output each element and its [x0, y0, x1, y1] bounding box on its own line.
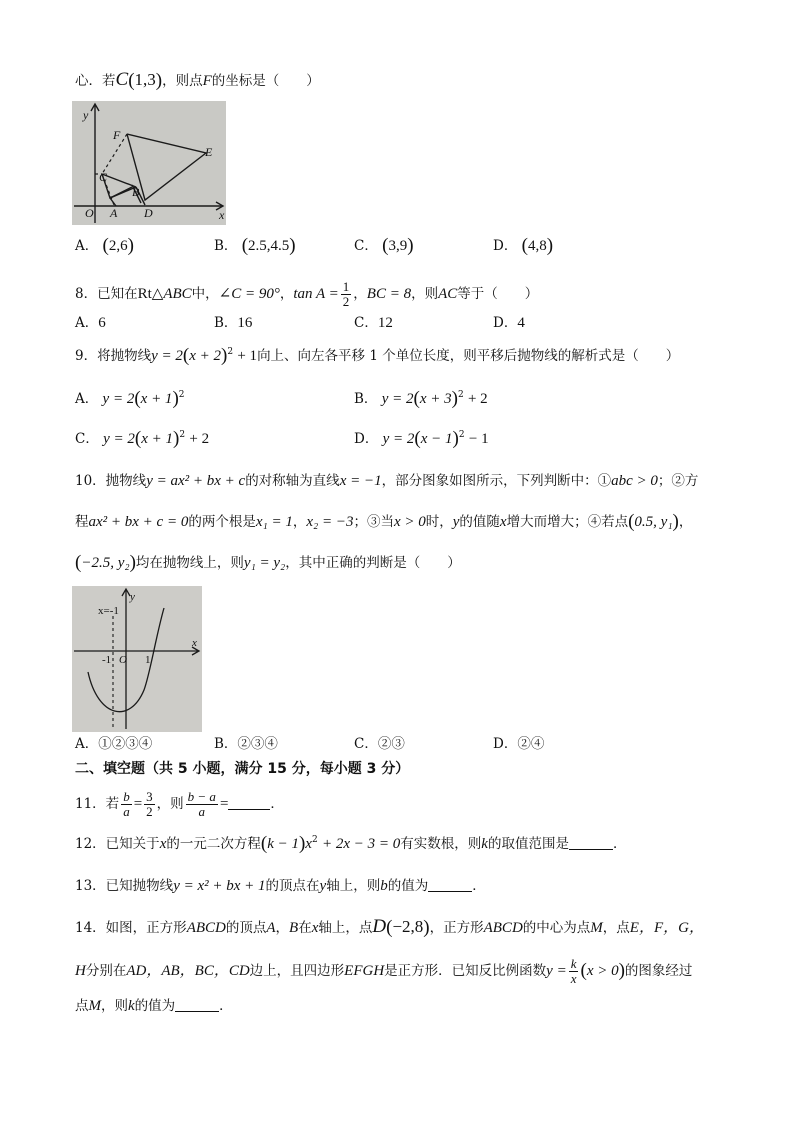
q7-option-a[interactable]: A． (2,6) [75, 235, 134, 256]
section-2-title: 二、填空题（共 5 小题，满分 15 分，每小题 3 分） [75, 761, 410, 777]
q14-line3: 点M，则k的值为 ． [75, 998, 233, 1014]
q11-answer-blank[interactable] [228, 795, 270, 810]
fig10-label-1: 1 [145, 654, 151, 666]
q14-answer-blank[interactable] [175, 997, 219, 1012]
fig10-label-neg1: -1 [102, 654, 112, 666]
fig7-label-A: A [110, 206, 118, 220]
fig7-label-D: D [144, 206, 153, 220]
q10-option-d[interactable]: D．②④ [493, 736, 545, 752]
fig7-label-E: E [205, 145, 213, 159]
fig10-label-y: y [130, 591, 135, 603]
q13-answer-blank[interactable] [428, 877, 472, 892]
fig10-label-O: O [119, 654, 127, 666]
q9-option-c[interactable]: C． $y = 2(x + 1)^2 + 2$ [75, 428, 210, 449]
q9-option-a[interactable]: A． $y = 2(x + 1)^2$ [75, 388, 185, 409]
q8-stem: 8．已知在Rt△ABC中，∠C = 90°，tan A = $\frac{1}{2}$ ，BC = 8，则AC等于（ ） [75, 279, 539, 309]
q12-stem: 12．已知关于x的一元二次方程$(k - 1)x^2 + 2x - 3 = 0$有实数根，则k的取值范围是 ． [75, 833, 627, 854]
q14-line1: 14．如图，正方形ABCD的顶点A，B在x轴上，点D(−2,8)，正方形ABCD的中心为点M，点E，F，G， [75, 916, 704, 938]
q10-figure [72, 586, 202, 732]
q10-option-c[interactable]: C．②③ [354, 736, 405, 752]
q8-option-c[interactable]: C．12 [354, 315, 393, 331]
q10-line1: 10．抛物线y = ax² + bx + c的对称轴为直线x = −1，部分图象如图所示，下列判断中：①abc > 0；②方 [75, 473, 699, 489]
q7-option-b[interactable]: B． (2.5,4.5) [214, 235, 296, 256]
q7-option-c[interactable]: C． (3,9) [354, 235, 414, 256]
fig7-label-F: F [113, 128, 121, 142]
q12-answer-blank[interactable] [569, 835, 613, 850]
q9-option-b[interactable]: B． $y = 2(x + 3)^2 + 2$ [354, 388, 488, 409]
q11-stem: 11．若 $\frac{b}{a}$ = $\frac{3}{2}$ ，则 $\frac{b - a}{a}$ = ． [75, 789, 284, 819]
q8-option-a[interactable]: A．6 [75, 315, 106, 331]
q10-line2: 程ax² + bx + c = 0的两个根是x₁ = 1，x₂ = −3；③当x > 0时，y的值随x增大而增大；④若点(0.5, y₁)， [75, 511, 693, 532]
q9-stem: 9．将抛物线$y = 2(x + 2)^2 + 1$向上、向左各平移 1 个单位长度，则平移后抛物线的解析式是（ ） [75, 345, 680, 366]
q14-line2: H分别在AD，AB，BC，CD边上，且四边形EFGH是正方形．已知反比例函数y = $\frac{k}{x}$ (x > 0)的图象经过 [75, 956, 693, 986]
q10-line3: (−2.5, y₂)均在抛物线上，则y₁ = y₂，其中正确的判断是（ ） [75, 552, 461, 573]
fig7-label-O: O [85, 206, 94, 220]
q13-stem: 13．已知抛物线y = x² + bx + 1的顶点在y轴上，则b的值为 ． [75, 878, 486, 894]
q7-figure [72, 101, 226, 225]
fig10-label-x: x [192, 637, 197, 649]
q8-option-b[interactable]: B．16 [214, 315, 253, 331]
q10-option-b[interactable]: B．②③④ [214, 736, 278, 752]
q8-option-d[interactable]: D．4 [493, 315, 525, 331]
q7-stem: 心．若C(1,3)，则点F的坐标是（ ） [75, 69, 320, 91]
fig10-axis-label: x=-1 [98, 605, 119, 617]
fig7-label-C: C [99, 170, 108, 184]
fig7-label-B: B [132, 185, 140, 199]
fig7-label-y: y [83, 108, 89, 122]
q10-option-a[interactable]: A．①②③④ [75, 736, 153, 752]
fig7-label-x: x [219, 208, 225, 222]
q9-option-d[interactable]: D． $y = 2(x - 1)^2 - 1$ [354, 428, 489, 449]
q7-option-d[interactable]: D． (4,8) [493, 235, 554, 256]
